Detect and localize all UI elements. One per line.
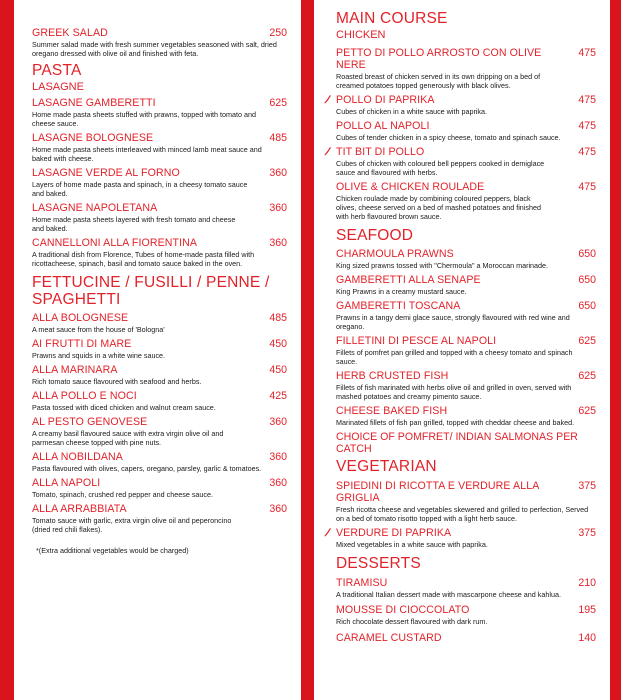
- item-price: 650: [578, 300, 596, 312]
- item-price: 450: [269, 338, 287, 350]
- item-price: 625: [269, 97, 287, 109]
- item-price: 360: [269, 416, 287, 428]
- menu-item-frutti-di-mare: [32, 338, 287, 360]
- item-description: Home made pasta sheets interleaved with minced lamb meat sauce and baked with cheese.: [32, 145, 262, 163]
- item-description: Prawns and squids in a white wine sauce.: [32, 351, 166, 360]
- item-description: A creamy basil flavoured sauce with extra virgin olive oil and parmesan cheese topped with pine nuts.: [32, 429, 224, 447]
- item-name: ALLA MARINARA: [32, 364, 118, 376]
- menu-item-alla-bolognese: [32, 312, 287, 334]
- item-description: Fillets of pomfret pan grilled and topped with a cheesy tomato and spinach sauce.: [336, 348, 573, 366]
- menu-page-left: [14, 0, 301, 700]
- item-description: Chicken roulade made by combining coloured peppers, black olives, cheese served on a bed of mashed potatoes and finished with herb flavoured brown sauce.: [336, 194, 541, 221]
- category-heading-fettucine: FETTUCINE / FUSILLI / PENNE /: [32, 274, 270, 291]
- menu-item-cheese-baked-fish: [336, 405, 596, 427]
- item-name: OLIVE & CHICKEN ROULADE: [336, 181, 485, 193]
- item-description: Marinated fillets of fish pan grilled, topped with cheddar cheese and baked.: [336, 418, 575, 427]
- choice-of-pomfret: [336, 431, 596, 455]
- item-description: Cubes of chicken with coloured bell peppers cooked in demiglace sauce and flavoured with herbs.: [336, 159, 545, 177]
- item-name: ALLA ARRABBIATA: [32, 503, 127, 515]
- item-description: Cubes of tender chicken in a spicy cheese, tomato and spinach sauce.: [336, 133, 561, 142]
- item-price: 450: [269, 364, 287, 376]
- item-price: 650: [578, 248, 596, 260]
- chili-icon: [324, 528, 332, 537]
- item-description: A meat sauce from the house of 'Bologna': [32, 325, 165, 334]
- item-price: 250: [269, 27, 287, 39]
- item-name: TIT BIT DI POLLO: [336, 146, 425, 158]
- menu-item-lasagne-napoletana: [32, 202, 287, 233]
- menu-item-greek-salad: [32, 27, 287, 58]
- menu-item-spiedini: [336, 480, 596, 523]
- category-heading-desserts: DESSERTS: [336, 555, 421, 572]
- menu-item-verdure-di-paprika: [336, 527, 596, 549]
- menu-item-olive-chicken-roulade: [336, 181, 596, 221]
- item-name: HERB CRUSTED FISH: [336, 370, 449, 382]
- menu-item-alla-arrabbiata: [32, 503, 287, 534]
- item-description: Summer salad made with fresh summer vegetables seasoned with salt, dried oregano dressed with olive oil and finished with feta.: [32, 40, 277, 58]
- item-name: SPIEDINI DI RICOTTA E VERDURE ALLA GRIGLIA: [336, 480, 539, 504]
- item-name: ALLA NOBILDANA: [32, 451, 123, 463]
- item-name: ALLA NAPOLI: [32, 477, 101, 489]
- menu-item-pesto-genovese: [32, 416, 287, 447]
- item-description: Cubes of chicken in a white sauce with paprika.: [336, 107, 488, 116]
- chili-icon: [324, 147, 332, 156]
- item-name: LASAGNE BOLOGNESE: [32, 132, 154, 144]
- item-description: Prawns in a tangy demi glace sauce, strongly flavoured with red wine and oregano.: [336, 313, 570, 331]
- item-price: 360: [269, 237, 287, 249]
- item-name: POLLO DI PAPRIKA: [336, 94, 435, 106]
- item-price: 650: [578, 274, 596, 286]
- menu-column-left: [14, 0, 301, 555]
- item-name: AL PESTO GENOVESE: [32, 416, 148, 428]
- item-price: 375: [578, 480, 596, 492]
- menu-item-mousse: [336, 604, 596, 626]
- menu-page-right: [314, 0, 610, 700]
- item-name: GAMBERETTI ALLA SENAPE: [336, 274, 481, 286]
- item-price: 360: [269, 202, 287, 214]
- item-price: 625: [578, 405, 596, 417]
- menu-item-gamberetti-senape: [336, 274, 596, 296]
- item-description: A traditional dish from Florence, Tubes of home-made pasta filled with ricottacheese, spinach, basil and tomato sauce baked in the oven.: [32, 250, 255, 268]
- item-price: 485: [269, 312, 287, 324]
- item-description: Layers of home made pasta and spinach, in a cheesy tomato sauce and baked.: [32, 180, 248, 198]
- item-price: 485: [269, 132, 287, 144]
- item-name: VERDURE DI PAPRIKA: [336, 527, 452, 539]
- item-price: 475: [578, 120, 596, 132]
- item-price: 425: [269, 390, 287, 402]
- menu-item-cannelloni: [32, 237, 287, 268]
- menu-item-herb-crusted-fish: [336, 370, 596, 401]
- chili-icon: [324, 95, 332, 104]
- item-price: 360: [269, 503, 287, 515]
- menu-item-pollo-di-paprika: [336, 94, 596, 116]
- item-price: 195: [578, 604, 596, 616]
- menu-item-alla-marinara: [32, 364, 287, 386]
- menu-item-lasagne-bolognese: [32, 132, 287, 163]
- menu-item-tiramisu: [336, 577, 596, 599]
- item-price: 625: [578, 335, 596, 347]
- item-name: ALLA BOLOGNESE: [32, 312, 129, 324]
- item-price: 360: [269, 451, 287, 463]
- category-heading-seafood: SEAFOOD: [336, 227, 414, 244]
- menu-item-lasagne-verde: [32, 167, 287, 198]
- item-price: 210: [578, 577, 596, 589]
- menu-item-caramel-custard: [336, 632, 596, 644]
- item-name: TIRAMISU: [336, 577, 388, 589]
- item-name: LASAGNE NAPOLETANA: [32, 202, 158, 214]
- item-name: CHOICE OF POMFRET/ INDIAN SALMONAS PER CATCH: [336, 431, 578, 455]
- item-price: 360: [269, 167, 287, 179]
- menu-item-petto-di-pollo: [336, 47, 596, 90]
- menu-item-pollo-al-napoli: [336, 120, 596, 142]
- item-description: Fresh ricotta cheese and vegetables skewered and grilled to perfection, Served on a bed of tomato risotto topped with a light herb sauce.: [336, 505, 589, 523]
- item-price: 140: [578, 632, 596, 644]
- item-name: GREEK SALAD: [32, 27, 108, 39]
- item-name: CHEESE BAKED FISH: [336, 405, 448, 417]
- item-price: 475: [578, 146, 596, 158]
- item-price: 375: [578, 527, 596, 539]
- item-name: POLLO AL NAPOLI: [336, 120, 430, 132]
- item-description: Tomato, spinach, crushed red pepper and cheese sauce.: [32, 490, 213, 499]
- item-name: CARAMEL CUSTARD: [336, 632, 442, 644]
- item-name: CANNELLONI ALLA FIORENTINA: [32, 237, 198, 249]
- item-description: Tomato sauce with garlic, extra virgin olive oil and peperoncino (dried red chili flakes).: [32, 516, 232, 534]
- menu-item-alla-napoli: [32, 477, 287, 499]
- item-name: PETTO DI POLLO ARROSTO CON OLIVE NERE: [336, 47, 542, 71]
- item-description: Pasta flavoured with olives, capers, oregano, parsley, garlic & tomatoes.: [32, 464, 262, 473]
- menu-item-alla-nobildana: [32, 451, 287, 473]
- menu-item-filletini: [336, 335, 596, 366]
- item-description: Fillets of fish marinated with herbs olive oil and grilled in oven, served with mashed potatoes and creamy pimento sauce.: [336, 383, 572, 401]
- item-name: CHARMOULA PRAWNS: [336, 248, 454, 260]
- item-description: Rich chocolate dessert flavoured with dark rum.: [336, 617, 488, 626]
- menu-item-lasagne-gamberetti: [32, 97, 287, 128]
- item-price: 475: [578, 94, 596, 106]
- category-heading-spaghetti: SPAGHETTI: [32, 291, 121, 308]
- item-name: AI FRUTTI DI MARE: [32, 338, 132, 350]
- menu-item-charmoula-prawns: [336, 248, 596, 270]
- item-description: Pasta tossed with diced chicken and walnut cream sauce.: [32, 403, 216, 412]
- item-description: King Prawns in a creamy mustard sauce.: [336, 287, 467, 296]
- item-description: Roasted breast of chicken served in its own dripping on a bed of creamed potatoes topped generously with black olives.: [336, 72, 541, 90]
- item-price: 475: [578, 47, 596, 59]
- item-description: Mixed vegetables in a white sauce with paprika.: [336, 540, 488, 549]
- item-name: GAMBERETTI TOSCANA: [336, 300, 461, 312]
- category-heading-pasta: PASTA: [32, 62, 82, 79]
- item-name: FILLETINI DI PESCE AL NAPOLI: [336, 335, 497, 347]
- item-price: 625: [578, 370, 596, 382]
- menu-item-tit-bit-di-pollo: [336, 146, 596, 177]
- item-name: LASAGNE GAMBERETTI: [32, 97, 156, 109]
- category-heading-vegetarian: VEGETARIAN: [336, 458, 437, 475]
- item-price: 475: [578, 181, 596, 193]
- subcategory-heading-chicken: CHICKEN: [336, 29, 386, 41]
- category-heading-main-course: MAIN COURSE: [336, 10, 448, 27]
- menu-item-gamberetti-toscana: [336, 300, 596, 331]
- item-description: King sized prawns tossed with "Chermoula" a Moroccan marinade.: [336, 261, 549, 270]
- item-name: LASAGNE VERDE AL FORNO: [32, 167, 180, 179]
- subcategory-heading-lasagne: LASAGNE: [32, 81, 84, 93]
- menu-column-right: [314, 0, 610, 644]
- item-description: Home made pasta sheets stuffed with prawns, topped with tomato and cheese sauce.: [32, 110, 257, 128]
- footnote: *(Extra additional vegetables would be charged): [36, 546, 189, 555]
- menu-item-pollo-e-noci: [32, 390, 287, 412]
- item-name: MOUSSE DI CIOCCOLATO: [336, 604, 470, 616]
- item-price: 360: [269, 477, 287, 489]
- item-name: ALLA POLLO E NOCI: [32, 390, 137, 402]
- item-description: Home made pasta sheets layered with fresh tomato and cheese and baked.: [32, 215, 236, 233]
- item-description: Rich tomato sauce flavoured with seafood and herbs.: [32, 377, 202, 386]
- item-description: A traditional Italian dessert made with mascarpone cheese and kahlua.: [336, 590, 561, 599]
